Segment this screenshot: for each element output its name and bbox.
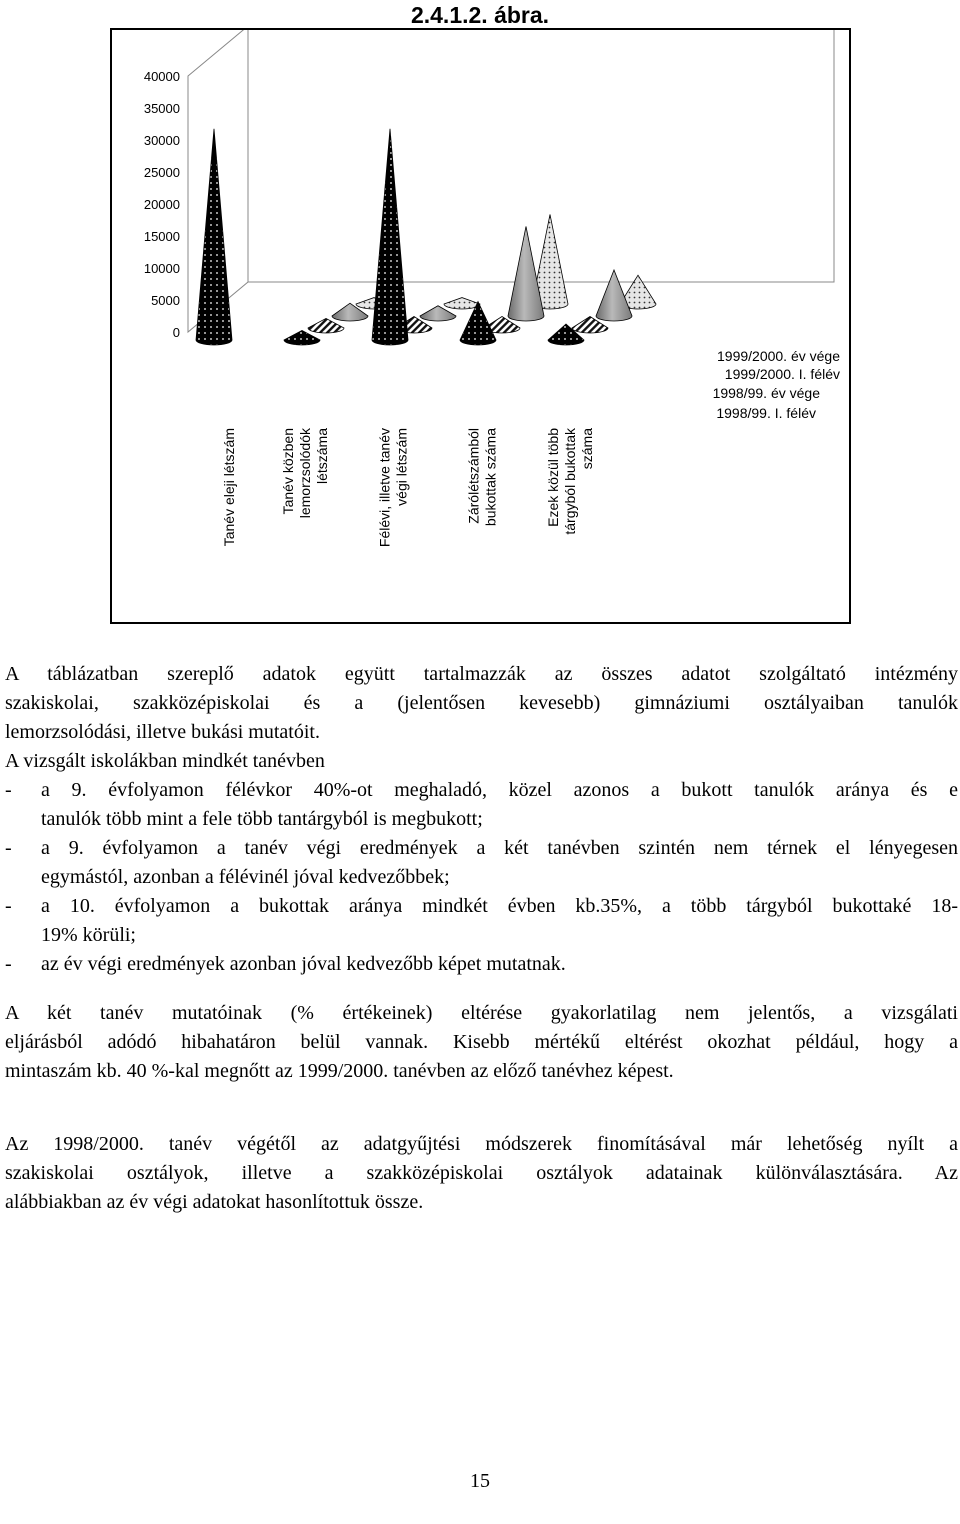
- para3-line3: alábbiakban az év végi adatokat hasonlítottuk össze.: [5, 1191, 424, 1213]
- legend-entry: 1998/99. I. félév: [716, 405, 816, 421]
- y-tick-label: 25000: [143, 165, 180, 180]
- cone-chart: [110, 28, 851, 624]
- para3-line2: szakiskolai osztályok, illetve a szakközépiskolai osztályok adatainak különválasztására. Az: [5, 1162, 958, 1184]
- category-label-line: létszáma: [314, 428, 330, 485]
- bullet-3-line1: a 10. évfolyamon a bukottak aránya mindkét évben kb.35%, a több tárgyból bukottaké 18-: [41, 895, 958, 917]
- bullet-1-line1: a 9. évfolyamon félévkor 40%-ot meghaladó, közel azonos a bukott tanulók aránya és e: [41, 779, 958, 801]
- cone-mark: [196, 129, 232, 345]
- cone-body: [444, 298, 480, 309]
- category-label: [280, 427, 330, 518]
- bullet-3: [5, 892, 958, 950]
- bullet-2: [5, 834, 958, 892]
- bullet-4: [5, 950, 958, 979]
- bullet-4-line1: az év végi eredmények azonban jóval kedvezőbb képet mutatnak.: [41, 953, 566, 975]
- body-text: [5, 660, 958, 1217]
- category-label: [377, 428, 410, 547]
- category-label-line: végi létszám: [393, 428, 410, 506]
- cone-body: [284, 330, 320, 345]
- y-tick-label: 10000: [143, 261, 180, 276]
- category-label: [545, 427, 595, 535]
- para3-line1: Az 1998/2000. tanév végétől az adatgyűjtési módszerek finomításával már lehetőség nyílt a: [5, 1133, 958, 1155]
- category-label-line: Tanév eleji létszám: [221, 428, 237, 547]
- cone-mark: [372, 129, 408, 345]
- y-tick-label: 30000: [143, 133, 180, 148]
- category-label: [221, 428, 237, 546]
- category-label-line: Zárólétszámból: [465, 428, 482, 524]
- cone-body: [196, 129, 232, 345]
- bullet-1-line2: tanulók több mint a fele több tantárgyból is megbukott;: [41, 808, 483, 830]
- figure-title: 2.4.1.2. ábra.: [410, 2, 550, 28]
- y-tick-label: 15000: [143, 229, 180, 244]
- category-label-line: Ezek közül több: [545, 428, 561, 527]
- bullet-dash: -: [5, 895, 12, 917]
- category-label-line: Tanév közben: [280, 428, 296, 515]
- legend-entry: 1999/2000. év vége: [717, 348, 840, 364]
- bullet-dash: -: [5, 779, 12, 801]
- bullet-3-line2: 19% körüli;: [41, 924, 136, 946]
- legend-entry: 1999/2000. I. félév: [724, 366, 840, 382]
- y-tick-label: 0: [172, 325, 180, 340]
- y-tick-label: 35000: [143, 101, 180, 116]
- category-label-line: lemorzsolódók: [297, 428, 313, 519]
- para2-line2: eljárásból adódó hibahatáron belül vannak. Kisebb mértékű eltérést okozhat például, hogy a: [5, 1031, 958, 1053]
- category-label-line: Félévi, illetve tanév: [376, 428, 393, 548]
- back-wall: [248, 30, 834, 282]
- para1-line1: A táblázatban szereplő adatok együtt tartalmazzák az összes adatot szolgáltató intézmény: [5, 663, 958, 685]
- para2-line1: A két tanév mutatóinak (% értékeinek) eltérése gyakorlatilag nem jelentős, a vizsgálati: [5, 1002, 958, 1024]
- category-label-line: száma: [579, 428, 595, 470]
- para1-line4: A vizsgált iskolákban mindkét tanévben: [5, 750, 325, 772]
- legend-entry: 1998/99. év vége: [712, 385, 820, 401]
- cone-mark: [284, 330, 320, 345]
- para2-line3: mintaszám kb. 40 %-kal megnőtt az 1999/2000. tanévben az előző tanévhez képest.: [5, 1060, 674, 1082]
- y-tick-label: 20000: [143, 197, 180, 212]
- para1-line2: szakiskolai, szakközépiskolai és a (jelentősen kevesebb) gimnáziumi osztályaiban tanulók: [5, 692, 958, 714]
- cone-body: [372, 129, 408, 345]
- bullet-2-line1: a 9. évfolyamon a tanév végi eredmények a két tanévben szintén nem térnek el lényegesen: [41, 837, 958, 859]
- category-label-line: tárgyból bukottak: [562, 428, 578, 535]
- y-tick-label: 5000: [151, 293, 180, 308]
- bullet-dash: -: [5, 837, 12, 859]
- cone-mark: [444, 298, 480, 309]
- para1-line3: lemorzsolódási, illetve bukási mutatóit.: [5, 721, 320, 743]
- cone-mark: [308, 318, 344, 333]
- bullet-2-line2: egymástól, azonban a félévinél jóval kedvezőbbek;: [41, 866, 450, 888]
- cone-chart-svg: [112, 30, 849, 622]
- bullet-1: [5, 776, 958, 834]
- page-number: 15: [470, 1470, 490, 1492]
- category-label: [466, 428, 499, 526]
- bullet-dash: -: [5, 953, 12, 975]
- y-tick-label: 40000: [143, 69, 180, 84]
- cone-body: [308, 318, 344, 333]
- category-label-line: bukottak száma: [482, 428, 499, 527]
